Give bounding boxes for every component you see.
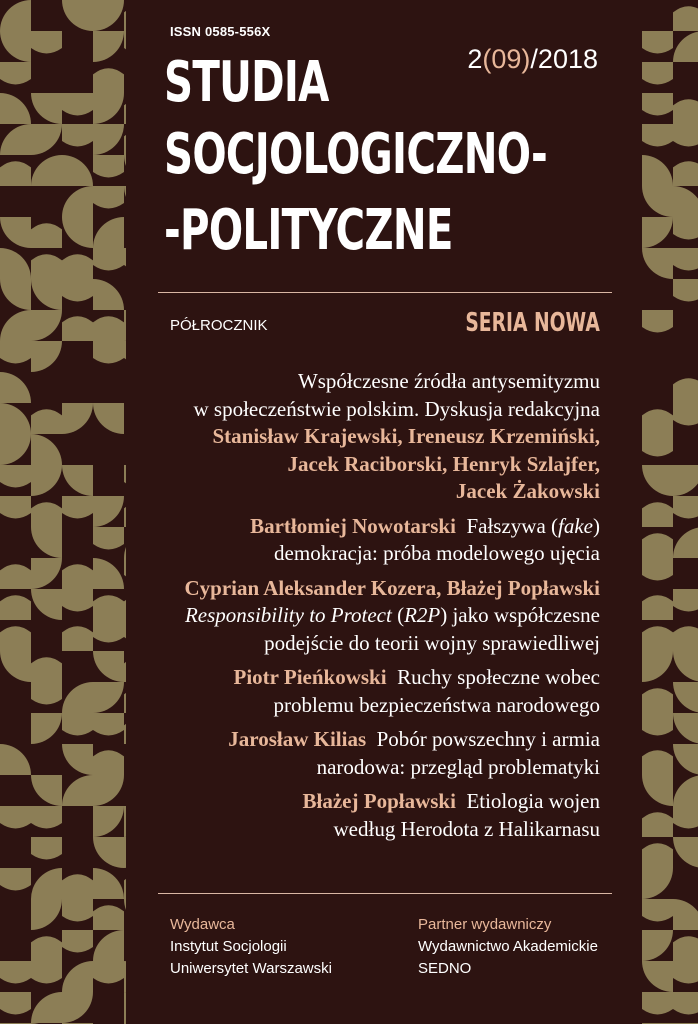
pattern-tile	[93, 155, 124, 177]
pattern-tile	[31, 254, 62, 279]
pattern-tile	[0, 372, 31, 403]
pattern-tile	[93, 527, 124, 549]
pattern-tile	[31, 657, 62, 682]
journal-title-line-2: SOCJOLOGICZNO-	[164, 122, 548, 187]
pattern-tile	[31, 961, 62, 983]
pattern-tile	[62, 775, 93, 806]
divider-bottom	[158, 893, 612, 894]
pattern-tile	[124, 837, 126, 868]
pattern-tile	[93, 496, 124, 527]
pattern-tile	[124, 657, 126, 682]
pattern-tile	[62, 874, 93, 899]
pattern-tile	[642, 186, 673, 217]
toc-entry-title: według Herodota z Halikarnasu	[333, 816, 600, 841]
pattern-tile	[673, 279, 698, 301]
pattern-tile	[673, 682, 698, 713]
partner-block	[418, 914, 598, 980]
pattern-tile	[31, 589, 62, 620]
pattern-tile	[62, 186, 93, 217]
pattern-graphic-right	[642, 0, 698, 1024]
pattern-tile	[642, 93, 673, 115]
pattern-tile	[31, 837, 62, 859]
pattern-tile	[31, 93, 62, 124]
pattern-tile	[0, 161, 31, 186]
pattern-tile	[673, 161, 698, 186]
pattern-tile	[124, 6, 126, 31]
pattern-tile	[642, 310, 673, 332]
pattern-tile	[31, 558, 62, 589]
pattern-tile	[642, 626, 673, 651]
pattern-tile	[93, 93, 124, 124]
pattern-tile	[93, 651, 124, 682]
pattern-tile	[31, 868, 62, 899]
pattern-tile	[93, 31, 124, 62]
toc-entry-title: Etiologia wojen	[466, 789, 600, 813]
toc-entry-title: w społeczeństwie polskim. Dyskusja redakcyjna	[193, 396, 600, 421]
publisher-heading: Wydawca	[170, 916, 235, 933]
pattern-tile	[93, 620, 124, 642]
pattern-tile	[0, 992, 31, 1014]
pattern-tile	[673, 992, 698, 1014]
toc-entry-title: )	[593, 513, 600, 538]
toc-entry-author: Błażej Popławski	[302, 789, 456, 813]
pattern-tile	[62, 713, 93, 735]
pattern-tile	[642, 930, 673, 961]
pattern-tile	[93, 713, 124, 735]
pattern-tile	[62, 217, 93, 248]
pattern-tile	[124, 130, 126, 155]
pattern-tile	[62, 0, 93, 31]
pattern-tile	[673, 899, 698, 930]
pattern-tile	[642, 31, 673, 53]
pattern-tile	[124, 558, 126, 580]
pattern-tile	[642, 992, 673, 1014]
pattern-tile	[0, 279, 31, 310]
pattern-tile	[642, 248, 673, 279]
issue-year: /2018	[530, 44, 598, 74]
pattern-tile	[31, 775, 62, 806]
pattern-tile	[0, 626, 31, 651]
pattern-tile	[124, 527, 126, 558]
pattern-tile	[673, 527, 698, 558]
toc-entry-authors: Jacek Raciborski, Henryk Szlajfer,	[287, 451, 600, 476]
pattern-tile	[93, 558, 124, 589]
partner-name-2: SEDNO	[418, 960, 472, 977]
pattern-tile	[31, 341, 62, 372]
pattern-tile	[673, 99, 698, 124]
toc-entry-title: Fałszywa (	[466, 513, 559, 538]
issue-prefix: 2	[467, 44, 483, 74]
pattern-tile	[93, 0, 124, 31]
pattern-tile	[31, 310, 62, 341]
pattern-tile	[31, 31, 62, 53]
pattern-tile	[0, 248, 31, 279]
frequency-label: PÓŁROCZNIK	[170, 317, 268, 334]
pattern-tile	[93, 930, 124, 961]
pattern-tile	[62, 496, 93, 518]
pattern-tile	[673, 465, 698, 496]
pattern-tile	[62, 465, 93, 496]
pattern-tile	[93, 868, 124, 899]
pattern-tile	[62, 93, 93, 115]
pattern-tile	[673, 775, 698, 806]
toc-entry-author: Piotr Pieńkowski	[233, 665, 387, 689]
pattern-tile	[93, 248, 124, 270]
pattern-tile	[124, 620, 126, 642]
toc-entry-title-italic: R2P	[404, 603, 441, 627]
pattern-tile	[93, 682, 124, 713]
pattern-tile	[31, 155, 62, 186]
pattern-tile	[642, 409, 673, 434]
pattern-tile	[0, 403, 31, 434]
pattern-tile	[673, 124, 698, 146]
pattern-tile	[642, 843, 673, 868]
pattern-tile	[124, 806, 126, 837]
pattern-tile	[93, 961, 124, 983]
pattern-tile	[642, 595, 673, 620]
pattern-tile	[0, 62, 31, 84]
pattern-tile	[31, 527, 62, 558]
toc-entry	[130, 513, 600, 568]
toc-entry-title: problemu bezpieczeństwa narodowego	[273, 692, 600, 717]
pattern-tile	[62, 930, 93, 952]
pattern-tile	[642, 502, 673, 527]
pattern-tile	[31, 936, 62, 961]
pattern-tile	[31, 806, 62, 828]
toc-entry-title: podejście do teorii wojny sprawiedliwej	[264, 630, 600, 655]
pattern-tile	[124, 310, 126, 341]
pattern-tile	[0, 465, 31, 487]
pattern-tile	[62, 626, 93, 651]
pattern-tile	[642, 868, 673, 899]
toc-entry	[130, 368, 600, 506]
pattern-tile	[62, 589, 93, 611]
pattern-tile	[642, 961, 673, 992]
pattern-tile	[124, 31, 126, 53]
pattern-tile	[0, 31, 31, 62]
pattern-tile	[642, 124, 673, 146]
pattern-tile	[31, 279, 62, 310]
pattern-tile	[673, 248, 698, 270]
pattern-tile	[124, 502, 126, 527]
toc-entry	[130, 788, 600, 843]
pattern-tile	[93, 341, 124, 363]
divider-top	[158, 292, 612, 293]
pattern-tile	[31, 899, 62, 930]
toc-entry-author: Bartłomiej Nowotarski	[250, 513, 456, 538]
pattern-graphic-left	[0, 0, 126, 1024]
pattern-tile	[673, 651, 698, 682]
series-label: SERIA NOWA	[465, 308, 600, 338]
pattern-tile	[124, 465, 126, 487]
pattern-tile	[62, 744, 93, 775]
pattern-tile	[0, 341, 31, 363]
pattern-tile	[62, 124, 93, 146]
toc-entry-title: ) jako współczesne	[440, 603, 600, 627]
pattern-tile	[673, 217, 698, 239]
table-of-contents	[130, 368, 600, 850]
issue-number-value: (09)	[482, 44, 531, 74]
pattern-tile	[642, 217, 673, 248]
publisher-name: Instytut Socjologii	[170, 938, 287, 955]
pattern-tile	[93, 806, 124, 837]
pattern-tile	[0, 217, 31, 248]
pattern-tile	[124, 186, 126, 217]
pattern-tile	[62, 254, 93, 279]
pattern-tile	[642, 434, 673, 456]
pattern-tile	[124, 992, 126, 1023]
pattern-tile	[642, 775, 673, 806]
pattern-tile	[31, 409, 62, 434]
journal-title-line-3: -POLITYCZNE	[164, 198, 453, 263]
toc-entry-title: Ruchy społeczne wobec	[397, 665, 600, 689]
pattern-tile	[0, 434, 31, 465]
pattern-tile	[0, 868, 31, 890]
pattern-tile	[0, 0, 31, 31]
pattern-tile	[673, 626, 698, 651]
pattern-tile	[124, 341, 126, 363]
toc-entry	[130, 575, 600, 658]
decorative-pattern-right	[642, 0, 698, 1024]
pattern-tile	[62, 279, 93, 301]
pattern-tile	[124, 595, 126, 620]
pattern-tile	[642, 812, 673, 837]
pattern-tile	[93, 837, 124, 868]
pattern-tile	[673, 936, 698, 961]
toc-entry-title: narodowa: przegląd problematyki	[316, 754, 600, 779]
pattern-tile	[93, 186, 124, 208]
pattern-tile	[642, 899, 673, 921]
pattern-tile	[93, 279, 124, 310]
pattern-tile	[673, 744, 698, 775]
pattern-tile	[673, 713, 698, 744]
pattern-tile	[642, 750, 673, 775]
pattern-tile	[62, 899, 93, 921]
pattern-tile	[124, 874, 126, 899]
pattern-tile	[93, 595, 124, 620]
toc-entry-title-italic: Responsibility to Protect	[184, 603, 392, 627]
pattern-tile	[93, 775, 124, 806]
toc-entry-authors: Jacek Żakowski	[455, 479, 600, 503]
pattern-tile	[62, 961, 93, 992]
pattern-tile	[93, 403, 124, 434]
pattern-tile	[642, 465, 673, 496]
pattern-tile	[62, 564, 93, 589]
pattern-tile	[31, 223, 62, 248]
pattern-tile	[642, 155, 673, 186]
toc-entry-title: Pobór powszechny i armia	[376, 727, 600, 751]
toc-entry-title: (	[391, 603, 405, 627]
decorative-pattern-left	[0, 0, 126, 1024]
toc-entry	[130, 664, 600, 719]
pattern-tile	[673, 589, 698, 611]
pattern-tile	[0, 496, 31, 518]
toc-entry-title-italic: fake	[558, 513, 593, 538]
pattern-tile	[642, 688, 673, 713]
publisher-university: Uniwersytet Warszawski	[170, 960, 332, 977]
pattern-tile	[93, 68, 124, 93]
pattern-tile	[642, 651, 673, 682]
pattern-tile	[673, 186, 698, 217]
pattern-tile	[31, 713, 62, 744]
issue-number	[467, 44, 598, 75]
pattern-tile	[93, 217, 124, 248]
partner-heading: Partner wydawniczy	[418, 916, 552, 933]
pattern-tile	[124, 961, 126, 992]
pattern-tile	[0, 651, 31, 682]
pattern-tile	[0, 744, 31, 775]
pattern-tile	[0, 595, 31, 620]
pattern-tile	[673, 806, 698, 828]
pattern-tile	[642, 533, 673, 558]
pattern-tile	[0, 564, 31, 589]
pattern-tile	[124, 248, 126, 270]
pattern-tile	[31, 992, 62, 1023]
toc-entry-author: Jarosław Kilias	[228, 727, 367, 751]
pattern-tile	[642, 713, 673, 735]
pattern-tile	[124, 899, 126, 930]
pattern-tile	[0, 93, 31, 124]
pattern-tile	[31, 502, 62, 527]
pattern-tile	[31, 465, 62, 496]
pattern-tile	[673, 31, 698, 62]
toc-entry-author: Cyprian Aleksander Kozera, Błażej Popławski	[184, 575, 600, 600]
pattern-tile	[124, 99, 126, 124]
pattern-tile	[673, 378, 698, 403]
toc-entry	[130, 726, 600, 781]
pattern-tile	[93, 750, 124, 775]
pattern-tile	[673, 403, 698, 425]
toc-entry-authors: Stanisław Krajewski, Ireneusz Krzemiński,	[212, 424, 600, 448]
journal-title-line-1: STUDIA	[164, 50, 329, 115]
publisher-block	[170, 914, 332, 980]
pattern-tile	[31, 124, 62, 155]
pattern-tile	[642, 62, 673, 84]
partner-name: Wydawnictwo Akademickie	[418, 938, 598, 955]
pattern-tile	[93, 316, 124, 341]
pattern-tile	[62, 155, 93, 186]
pattern-tile	[62, 682, 93, 713]
pattern-tile	[62, 403, 93, 434]
pattern-tile	[93, 905, 124, 930]
pattern-tile	[0, 961, 31, 983]
pattern-tile	[0, 806, 31, 828]
toc-entry-title: Współczesne źródła antysemityzmu	[297, 369, 600, 393]
pattern-tile	[93, 124, 124, 155]
toc-entry-title: demokracja: próba modelowego ujęcia	[274, 541, 600, 565]
pattern-tile	[673, 496, 698, 518]
pattern-tile	[31, 434, 62, 465]
pattern-tile	[673, 6, 698, 31]
pattern-tile	[124, 155, 126, 186]
pattern-tile	[124, 719, 126, 744]
pattern-tile	[642, 558, 673, 580]
pattern-tile	[0, 124, 31, 155]
pattern-tile	[673, 961, 698, 983]
pattern-tile	[673, 837, 698, 868]
pattern-tile	[31, 682, 62, 704]
pattern-tile	[124, 688, 126, 713]
issn: ISSN 0585-556X	[170, 24, 271, 39]
pattern-tile	[0, 310, 31, 341]
pattern-tile	[62, 316, 93, 341]
pattern-tile	[62, 992, 93, 1023]
